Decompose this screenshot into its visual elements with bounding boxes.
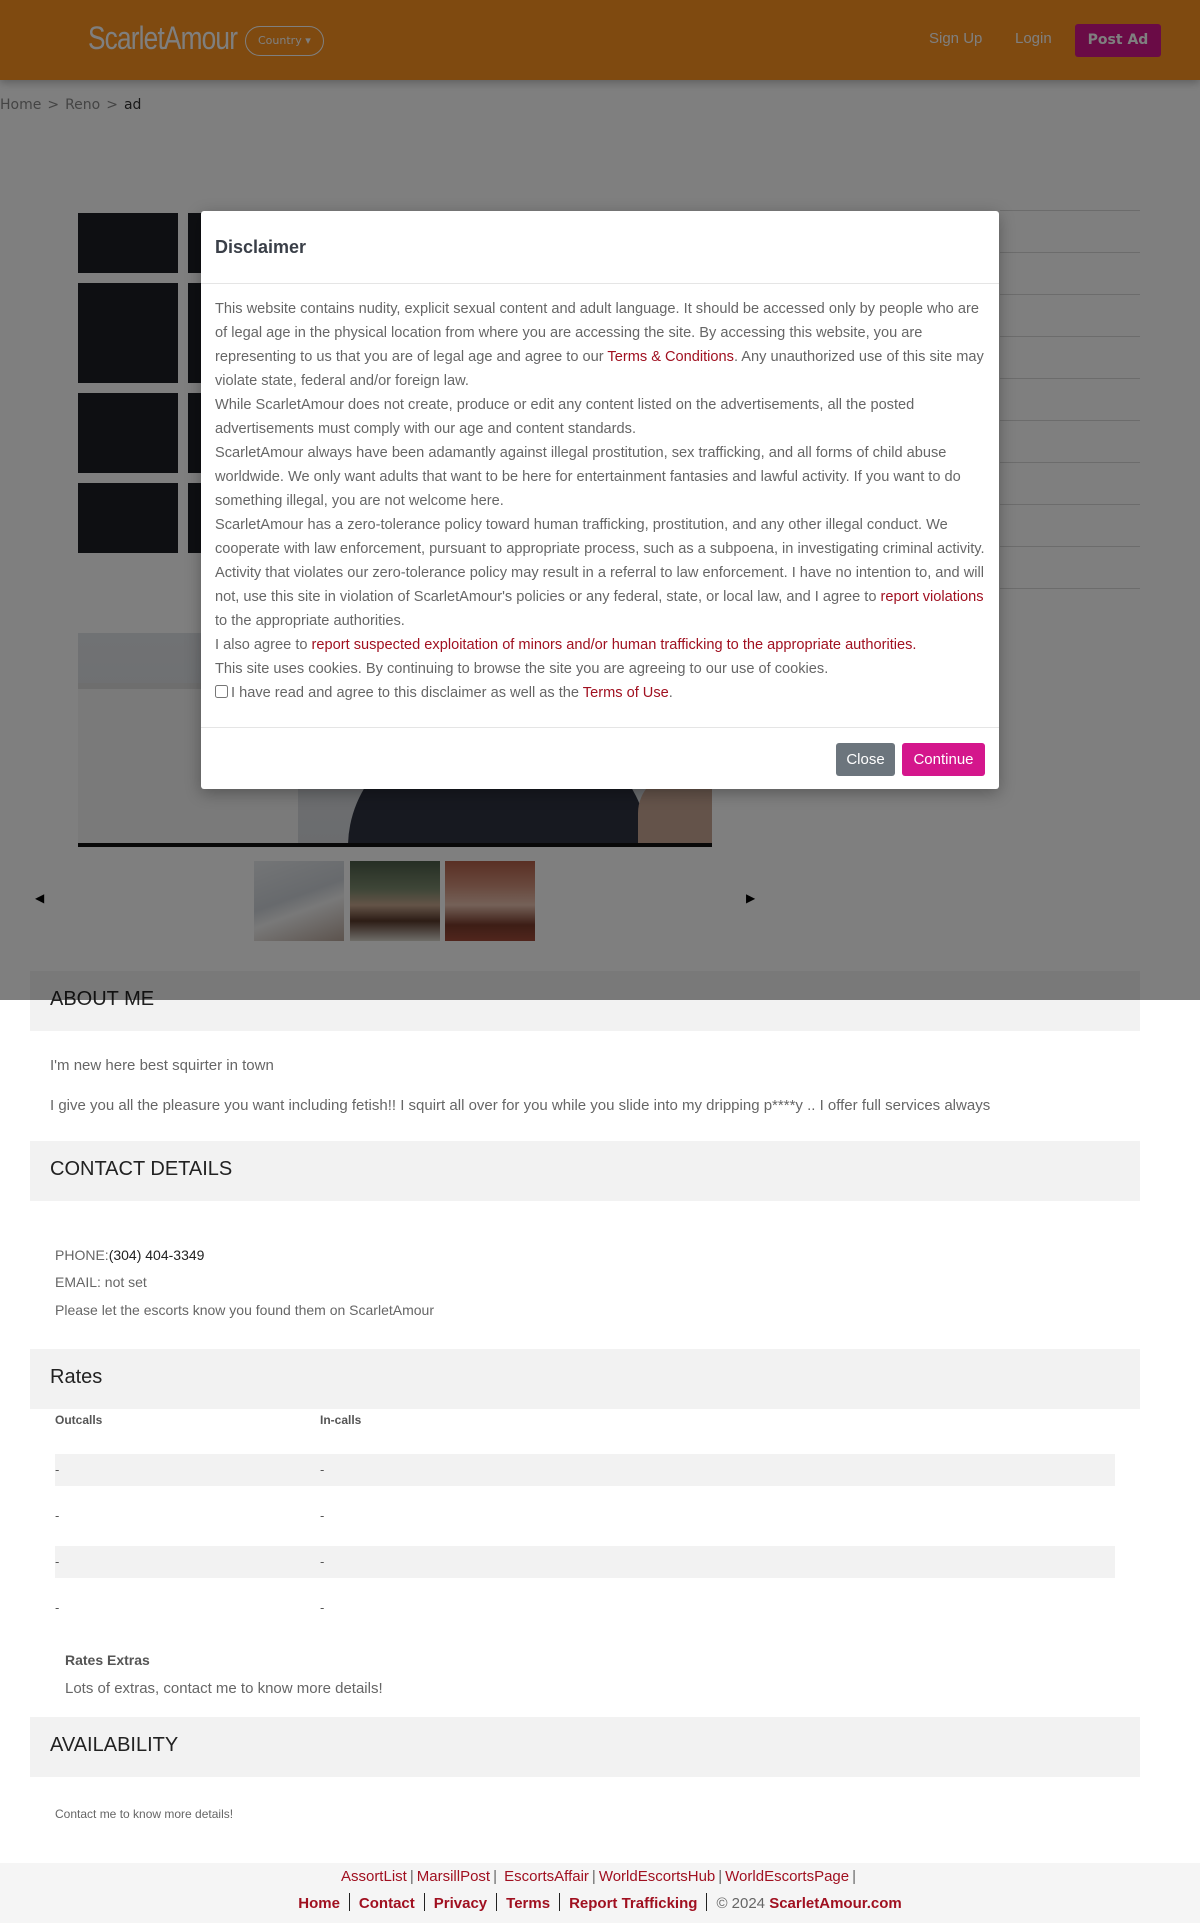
footer-nav-links: [0, 1893, 1200, 1912]
site-footer: [0, 1863, 1200, 1923]
availability-text: Contact me to know more details!: [55, 1807, 234, 1821]
report-violations-link[interactable]: report violations: [880, 589, 984, 605]
availability-heading: AVAILABILITY: [50, 1734, 179, 1756]
footer-privacy-link[interactable]: Privacy: [433, 1895, 488, 1912]
modal-body: [215, 297, 987, 705]
availability-section-header: [30, 1717, 1140, 1777]
about-line-2: I give you all the pleasure you want including fetish!! I squirt all over for you while you slide into my dripping p****y .. I offer full services always: [50, 1097, 991, 1114]
email-row: [55, 1274, 147, 1290]
rates-row: [55, 1454, 1115, 1486]
close-button[interactable]: Close: [836, 743, 895, 776]
rates-incalls-header: In-calls: [320, 1413, 362, 1427]
terms-of-use-link[interactable]: Terms of Use: [582, 685, 669, 701]
contact-section-header: [30, 1141, 1140, 1201]
report-exploitation-link[interactable]: report suspected exploitation of minors and/or human trafficking to the appropriate authorities.: [311, 637, 917, 653]
rates-row: [55, 1546, 1115, 1578]
rate-incall-value: -: [320, 1509, 325, 1523]
footer-report-trafficking-link[interactable]: Report Trafficking: [569, 1895, 698, 1912]
footer-partner-link[interactable]: MarsillPost: [416, 1868, 491, 1885]
agree-row: I have read and agree to this disclaimer as well as the Terms of Use.: [215, 681, 987, 705]
disclaimer-paragraph: While ScarletAmour does not create, produce or edit any content listed on the advertisements, all the posted advertisements must comply with our age and content standards.: [215, 397, 915, 437]
rate-incall-value: -: [320, 1463, 325, 1477]
rate-outcall-value: -: [55, 1555, 60, 1569]
disclaimer-paragraph: This site uses cookies. By continuing to browse the site you are agreeing to our use of cookies.: [215, 661, 829, 677]
terms-conditions-link[interactable]: Terms & Conditions: [607, 349, 734, 365]
modal-divider: [201, 727, 999, 728]
rates-extras-text: Lots of extras, contact me to know more details!: [65, 1680, 383, 1697]
rate-outcall-value: -: [55, 1601, 60, 1615]
rate-incall-value: -: [320, 1601, 325, 1615]
email-label: EMAIL:: [55, 1274, 101, 1290]
continue-button[interactable]: Continue: [902, 743, 985, 776]
footer-partner-link[interactable]: WorldEscortsHub: [598, 1868, 716, 1885]
rates-outcalls-header: Outcalls: [55, 1413, 103, 1427]
disclaimer-modal: [201, 211, 999, 789]
modal-divider: [201, 283, 999, 284]
rate-outcall-value: -: [55, 1509, 60, 1523]
disclaimer-paragraph: This website contains nudity, explicit sexual content and adult language. It should be accessed only by people who are of legal age in the physical location from where you are accessing the site. By accessing this website, you are representing to us that you are of legal age and agree to our Terms & Conditions. Any unauthorized use of this site may violate state, federal and/or foreign law.: [215, 301, 984, 389]
disclaimer-paragraph: ScarletAmour has a zero-tolerance policy toward human trafficking, prostitution, and any other illegal conduct. We cooperate with law enforcement, pursuant to appropriate process, such as a subpoena, in investigating criminal activity. Activity that violates our zero-tolerance policy may result in a referral to law enforcement. I have no intention to, and will not, use this site in violation of ScarletAmour's policies or any federal, state, or local law, and I agree to report violations to the appropriate authorities.: [215, 517, 985, 629]
rates-extras-label: Rates Extras: [65, 1652, 150, 1668]
footer-partner-links: AssortList | MarsillPost | EscortsAffair | WorldEscortsHub | WorldEscortsPage |: [340, 1868, 857, 1885]
disclaimer-paragraph: ScarletAmour always have been adamantly against illegal prostitution, sex trafficking, and all forms of child abuse worldwide. We only want adults that want to be here for entertainment fantasies and lawful activity. If you want to do something illegal, you are not welcome here.: [215, 445, 961, 509]
about-line-1: I'm new here best squirter in town: [50, 1057, 274, 1074]
footer-terms-link[interactable]: Terms: [506, 1895, 551, 1912]
footer-partner-link[interactable]: AssortList: [340, 1868, 407, 1885]
email-value: not set: [100, 1274, 147, 1290]
footer-partner-link[interactable]: EscortsAffair: [504, 1868, 589, 1885]
modal-title: Disclaimer: [215, 237, 307, 257]
rate-outcall-value: -: [55, 1463, 60, 1477]
contact-heading: CONTACT DETAILS: [50, 1158, 233, 1180]
rates-section-header: [30, 1349, 1140, 1409]
footer-copyright: © 2024: [716, 1895, 770, 1912]
rate-incall-value: -: [320, 1555, 325, 1569]
rates-heading: Rates: [50, 1366, 103, 1388]
rates-row: [55, 1500, 1115, 1532]
contact-note: Please let the escorts know you found them on ScarletAmour: [55, 1302, 434, 1318]
footer-home-link[interactable]: Home: [298, 1895, 340, 1912]
phone-row: [55, 1247, 204, 1263]
footer-site-link[interactable]: ScarletAmour.com: [769, 1895, 902, 1912]
footer-partner-link[interactable]: WorldEscortsPage: [725, 1868, 850, 1885]
phone-label: PHONE:: [55, 1247, 109, 1263]
disclaimer-paragraph: I also agree to report suspected exploitation of minors and/or human trafficking to the appropriate authorities.: [215, 637, 917, 653]
agree-checkbox[interactable]: [215, 685, 228, 698]
phone-number[interactable]: (304) 404-3349: [108, 1247, 205, 1263]
rates-row: [55, 1592, 1115, 1624]
footer-contact-link[interactable]: Contact: [358, 1895, 415, 1912]
